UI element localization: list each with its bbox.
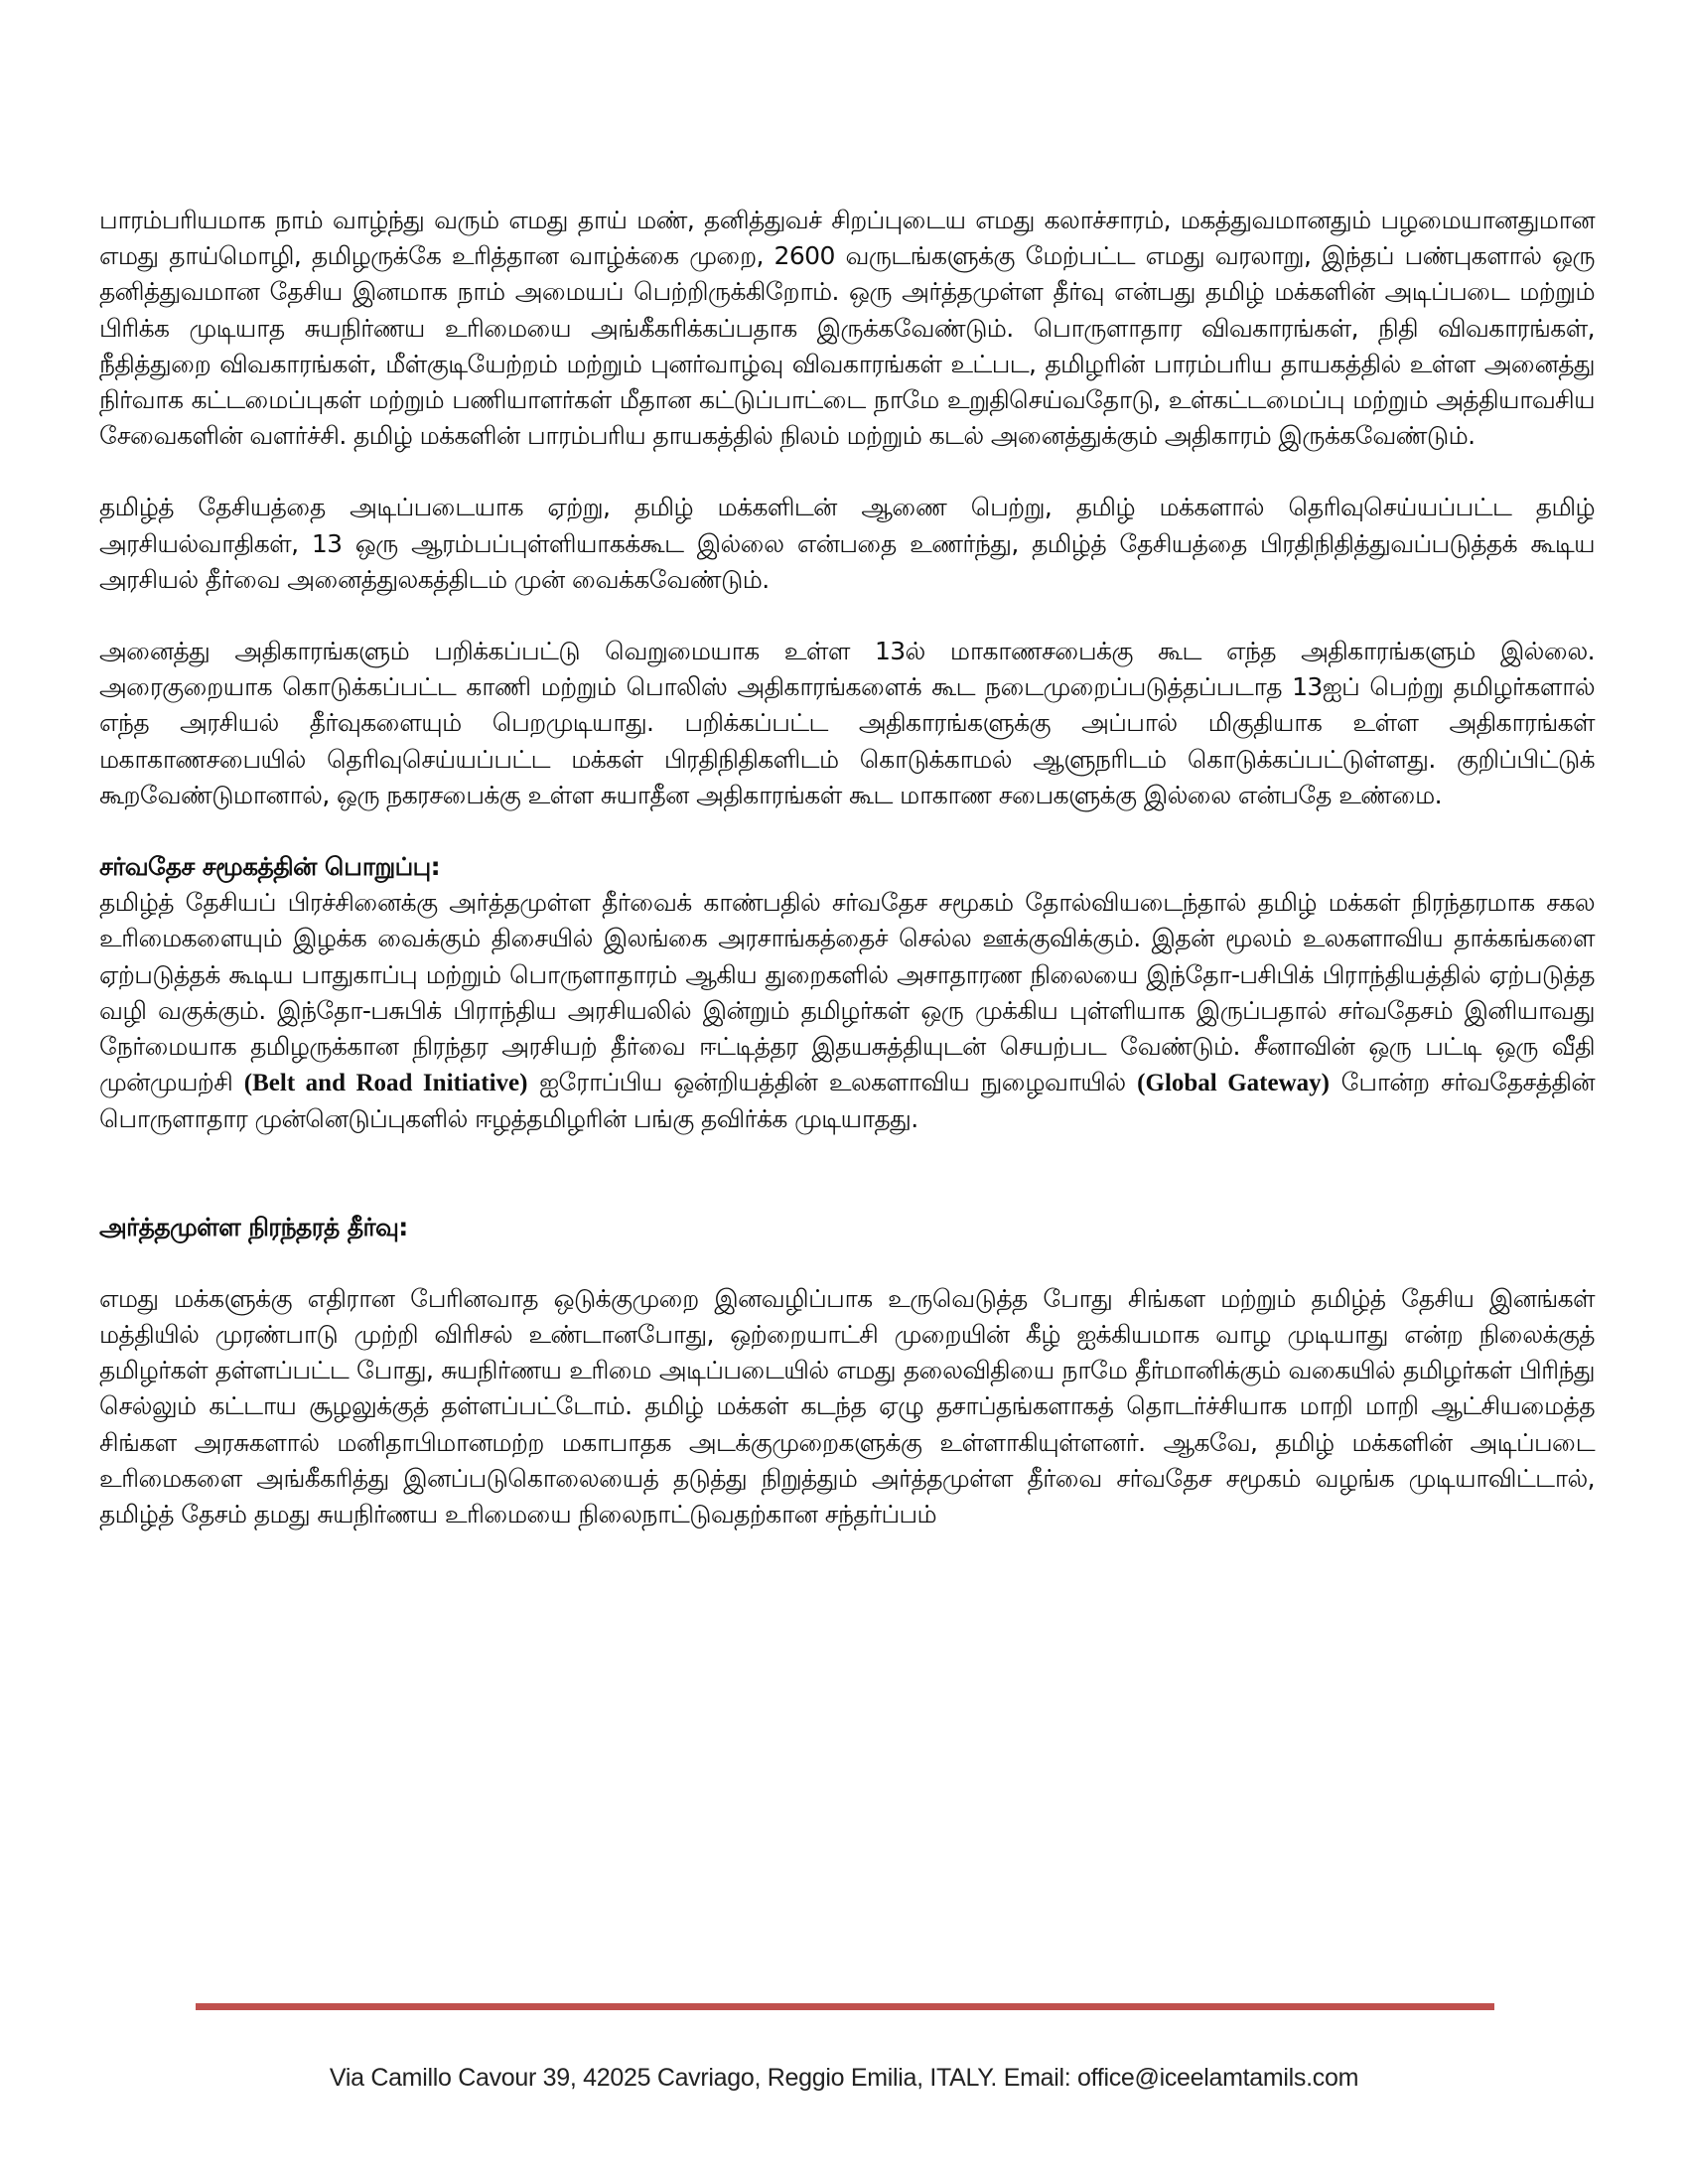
heading-permanent-solution: அர்த்தமுள்ள நிரந்தரத் தீர்வு: <box>99 1212 408 1241</box>
document-body <box>99 203 1595 1532</box>
global-gateway-term: (Global Gateway) <box>1137 1070 1330 1097</box>
belt-and-road-term: (Belt and Road Initiative) <box>243 1070 528 1097</box>
footer-address: Via Camillo Cavour 39, 42025 Cavriago, Reggio Emilia, ITALY. Email: office@iceelamtamils.com <box>329 2064 1359 2092</box>
paragraph-text: போன்ற சர்வதேசத்தின் பொருளாதார முன்னெடுப்புகளில் ஈழத்தமிழரின் பங்கு தவிர்க்க முடியாதது. <box>99 1068 1595 1134</box>
spacer <box>99 1138 1595 1210</box>
paragraph-13th-amendment: அனைத்து அதிகாரங்களும் பறிக்கப்பட்டு வெறுமையாக உள்ள 13ல் மாகாணசபைக்கு கூட எந்த அதிகாரங்களும் இல்லை. அரைகுறையாக கொடுக்கப்பட்ட காணி மற்றும் பொலிஸ் அதிகாரங்களைக் கூட நடைமுறைப்படுத்தப்படாத 13ஐப் பெற்று தமிழர்களால் எந்த அரசியல் தீர்வுகளையும் பெறமுடியாது. பறிக்கப்பட்ட அதிகாரங்களுக்கு அப்பால் மிகுதியாக உள்ள அதிகாரங்கள் மகாகாணசபையில் தெரிவுசெய்யப்பட்ட மக்கள் பிரதிநிதிகளிடம் கொடுக்காமல் ஆளுநரிடம் கொடுக்கப்பட்டுள்ளது. குறிப்பிட்டுக் கூறவேண்டுமானால், ஒரு நகரசபைக்கு உள்ள சுயாதீன அதிகாரங்கள் கூட மாகாண சபைகளுக்கு இல்லை என்பதே உண்மை. <box>99 637 1595 809</box>
paragraph-text: ஐரோப்பிய ஒன்றியத்தின் உலகளாவிய நுழைவாயில் <box>527 1068 1138 1097</box>
footer-divider <box>196 2003 1494 2010</box>
paragraph-permanent-solution: எமது மக்களுக்கு எதிரான பேரினவாத ஒடுக்குமுறை இனவழிப்பாக உருவெடுத்த போது சிங்கள மற்றும் தமிழ்த் தேசிய இனங்கள் மத்தியில் முரண்பாடு முற்றி விரிசல் உண்டானபோது, ஒற்றையாட்சி முறையின் கீழ் ஐக்கியமாக வாழ முடியாது என்ற நிலைக்குத் தமிழர்கள் தள்ளப்பட்ட போது, சுயநிர்ணய உரிமை அடிப்படையில் எமது தலைவிதியை நாமே தீர்மானிக்கும் வகையில் தமிழர்கள் பிரிந்து செல்லும் கட்டாய சூழலுக்குத் தள்ளப்பட்டோம். தமிழ் மக்கள் கடந்த ஏழு தசாப்தங்களாகத் தொடர்ச்சியாக மாறி மாறி ஆட்சியமைத்த சிங்கள அரசுகளால் மனிதாபிமானமற்ற மகாபாதக அடக்குமுறைகளுக்கு உள்ளாகியுள்ளனர். ஆகவே, தமிழ் மக்களின் அடிப்படை உரிமைகளை அங்கீகரித்து இனப்படுகொலையைத் தடுத்து நிறுத்தும் அர்த்தமுள்ள தீர்வை சர்வதேச சமூகம் வழங்க முடியாவிட்டால், தமிழ்த் தேசம் தமது சுயநிர்ணய உரிமையை நிலைநாட்டுவதற்கான சந்தர்ப்பம் <box>99 1283 1595 1529</box>
paragraph-text: தமிழ்த் தேசியப் பிரச்சினைக்கு அர்த்தமுள்ள தீர்வைக் காண்பதில் சர்வதேச சமூகம் தோல்வியடைந்தால் தமிழ் மக்கள் நிரந்தரமாக சகல உரிமைகளையும் இழக்க வைக்கும் திசையில் இலங்கை அரசாங்கத்தைச் செல்ல ஊக்குவிக்கும். இதன் மூலம் உலகளாவிய தாக்கங்களை ஏற்படுத்தக் கூடிய பாதுகாப்பு மற்றும் பொருளாதாரம் ஆகிய துறைகளில் அசாதாரண நிலையை இந்தோ-பசிபிக் பிராந்தியத்தில் ஏற்படுத்த வழி வகுக்கும். இந்தோ-பசுபிக் பிராந்திய அரசியலில் இன்றும் தமிழர்கள் ஒரு முக்கிய புள்ளியாக இருப்பதால் சர்வதேசம் இனியாவது நேர்மையாக தமிழருக்கான நிரந்தர அரசியற் தீர்வை ஈட்டித்தர இதயசுத்தியுடன் செயற்பட வேண்டும். சீனாவின் ஒரு பட்டி ஒரு வீதி முன்முயற்சி <box>99 888 1595 1097</box>
spacer <box>99 1245 1595 1281</box>
paragraph-tamil-nationalism: தமிழ்த் தேசியத்தை அடிப்படையாக ஏற்று, தமிழ் மக்களிடன் ஆணை பெற்று, தமிழ் மக்களால் தெரிவுசெய்யப்பட்ட தமிழ் அரசியல்வாதிகள், 13 ஒரு ஆரம்பப்புள்ளியாகக்கூட இல்லை என்பதை உணர்ந்து, தமிழ்த் தேசியத்தை பிரதிநிதித்துவப்படுத்தக் கூடிய அரசியல் தீர்வை அனைத்துலகத்திடம் முன் வைக்கவேண்டும். <box>99 493 1595 594</box>
paragraph-homeland: பாரம்பரியமாக நாம் வாழ்ந்து வரும் எமது தாய் மண், தனித்துவச் சிறப்புடைய எமது கலாச்சாரம், மகத்துவமானதும் பழமையானதுமான எமது தாய்மொழி, தமிழருக்கே உரித்தான வாழ்க்கை முறை, 2600 வருடங்களுக்கு மேற்பட்ட எமது வரலாறு, இந்தப் பண்புகளால் ஒரு தனித்துவமான தேசிய இனமாக நாம் அமையப் பெற்றிருக்கிறோம். ஒரு அர்த்தமுள்ள தீர்வு என்பது தமிழ் மக்களின் அடிப்படை மற்றும் பிரிக்க முடியாத சுயநிர்ணய உரிமையை அங்கீகரிக்கப்பதாக இருக்கவேண்டும். பொருளாதார விவகாரங்கள், நிதி விவகாரங்கள், நீதித்துறை விவகாரங்கள், மீள்குடியேற்றம் மற்றும் புனர்வாழ்வு விவகாரங்கள் உட்பட, தமிழரின் பாரம்பரிய தாயகத்தில் உள்ள அனைத்து நிர்வாக கட்டமைப்புகள் மற்றும் பணியாளர்கள் மீதான கட்டுப்பாட்டை நாமே உறுதிசெய்வதோடு, உள்கட்டமைப்பு மற்றும் அத்தியாவசிய சேவைகளின் வளர்ச்சி. தமிழ் மக்களின் பாரம்பரிய தாயகத்தில் நிலம் மற்றும் கடல் அனைத்துக்கும் அதிகாரம் இருக்கவேண்டும். <box>99 206 1595 451</box>
paragraph-international-community <box>99 885 1595 1137</box>
heading-international-responsibility: சர்வதேச சமூகத்தின் பொறுப்பு: <box>99 852 441 882</box>
